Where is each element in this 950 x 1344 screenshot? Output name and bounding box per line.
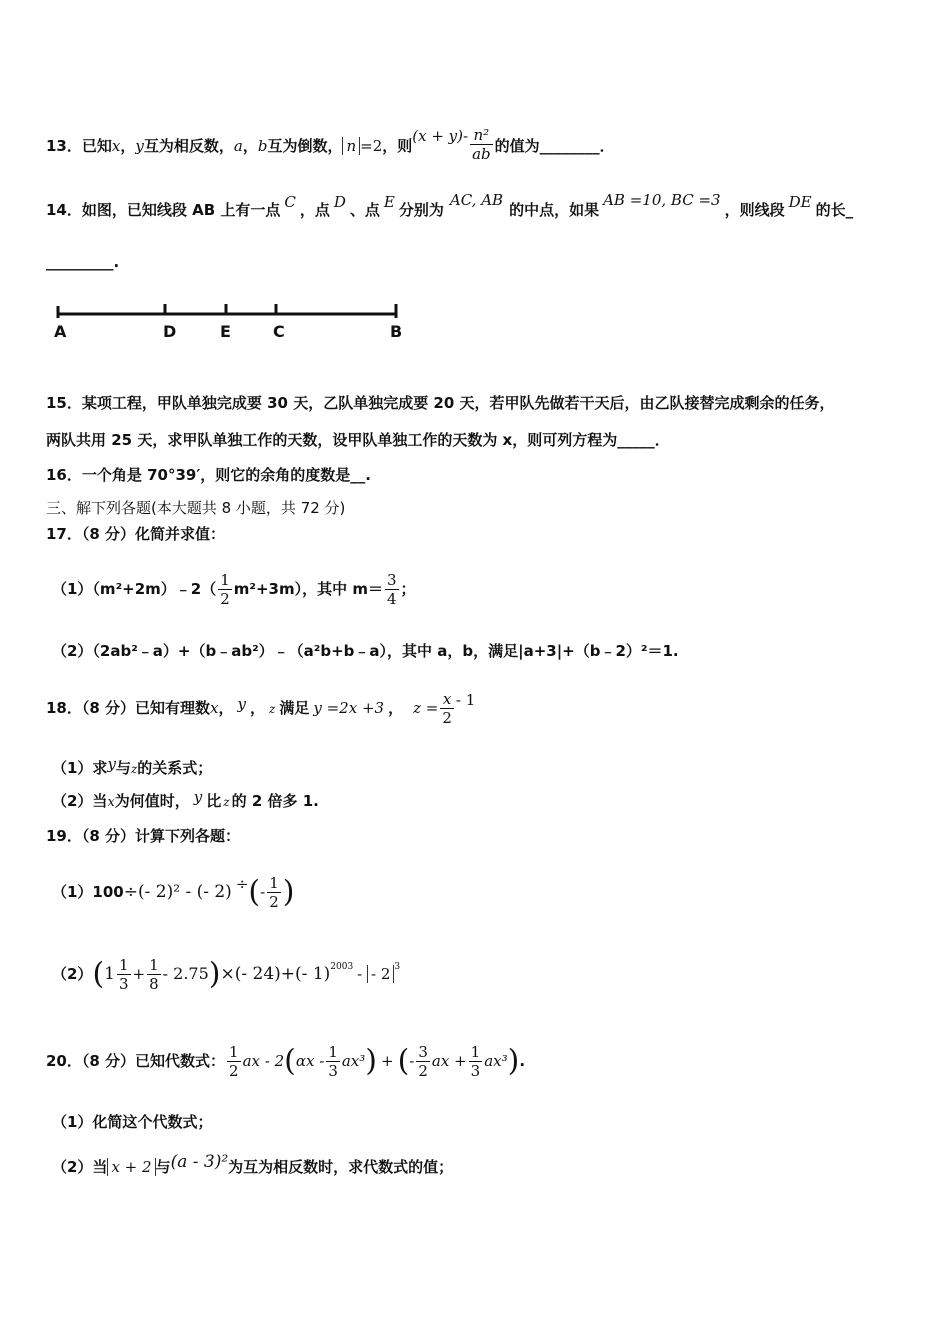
q13-frac-num: n²	[470, 126, 493, 145]
q18-eq2-left: z =	[413, 699, 439, 717]
q18-eq2-right: - 1	[455, 691, 476, 709]
q19-p1-rparen: )	[282, 874, 295, 910]
q18-heading: 18．（8 分）已知有理数	[46, 699, 211, 717]
q20-part1: （1）化简这个代数式；	[52, 1113, 213, 1131]
segment-diagram	[0, 300, 950, 340]
q14-text2: 、点	[349, 201, 380, 219]
q14-text6: 的长_	[815, 201, 854, 219]
q14-num: 14．如图，已知线段 AB 上有一点	[46, 201, 281, 219]
q17-p1-text-a: （1）（m²+2m）﹣2（	[52, 580, 217, 598]
q18-var-y: y	[237, 695, 247, 713]
q19-p2-rparen: )	[208, 956, 221, 992]
q18-p1-a: （1）求	[52, 759, 108, 777]
q20-lparen2: (	[397, 1043, 410, 1079]
q20-f1-den: 2	[229, 1062, 239, 1080]
q13-text4: 的值为________．	[494, 137, 615, 155]
q18-eq2-num: x	[440, 690, 454, 709]
q20-p2-b: 与	[155, 1158, 171, 1176]
q19-p2-f2-num: 1	[149, 956, 159, 974]
q19-p2-frac2	[147, 956, 161, 993]
q19-p2-c: ×(- 24)+(- 1)	[220, 964, 331, 984]
q19-p2-lparen: (	[92, 956, 105, 992]
q19-p2-abs: - 2	[367, 965, 394, 983]
q20-f1-num: 1	[229, 1043, 239, 1061]
q19-p1-frac-den: 2	[269, 893, 279, 911]
q14-text4: 的中点，如果	[509, 201, 600, 219]
q13-sep: ，	[120, 137, 136, 155]
q20-lparen1: (	[284, 1043, 296, 1079]
q14-continuation: _________.	[46, 253, 120, 271]
q20-f4-num: 1	[470, 1043, 481, 1061]
q18-p2-y: y	[193, 788, 203, 806]
q18-eq1: y =2x +3	[313, 699, 385, 717]
q14-text5: ，则线段	[724, 201, 785, 219]
q18-p1-z: z	[130, 762, 138, 776]
q13-text2: 互为倒数，	[267, 137, 343, 155]
q13-var-a: a	[233, 137, 243, 155]
q18-eq2-fraction	[440, 690, 454, 727]
q18-p2-c: 比	[206, 792, 222, 810]
question-13: 13．已知x，y互为相反数，a，b互为倒数， n =2，则(x + y)- $\frac{\text{n²}}{ab}$ 的值为________．	[46, 126, 615, 163]
q17-part1	[52, 571, 416, 608]
q20-frac1	[227, 1043, 241, 1080]
q13-text1: 互为相反数，	[143, 137, 234, 155]
question-16: 16．一个角是 70°39′，则它的余角的度数是__.	[46, 466, 371, 484]
q13-var-y: y	[135, 137, 144, 155]
q18-p2-b: 为何值时，	[114, 792, 190, 810]
q18-p1-c: 的关系式；	[137, 759, 213, 777]
q20-rparen2: )	[507, 1043, 520, 1079]
q17-p1-val-num: 3	[386, 571, 397, 589]
question-18: 18．（8 分）已知有理数x， y ， z 满足 y =2x +3 ， z = $\frac{x}{2}$ - 1	[46, 690, 476, 727]
q20-t5: -	[409, 1052, 415, 1070]
label-c: C	[273, 322, 285, 341]
q20-f3-den: 2	[418, 1062, 428, 1080]
q13-paren-expr: (x + y)-	[412, 127, 469, 145]
q17-p1-text-b: m²+3m），其中 m＝	[233, 580, 383, 598]
q19-p1-expr: ÷(- 2)² - (- 2)	[123, 882, 232, 902]
q19-p2-exp: 2003	[330, 962, 354, 972]
q18-p2-a: （2）当	[52, 792, 108, 810]
q17-heading: 17．（8 分）化简并求值：	[46, 525, 226, 543]
q18-p2-d: 的 2 倍多 1.	[231, 792, 319, 810]
q20-p2-a: （2）当	[52, 1158, 108, 1176]
q20-f4-den: 3	[470, 1062, 481, 1080]
q15-line2: 两队共用 25 天，求甲队单独工作的天数，设甲队单独工作的天数为 x，则可列方程为_____．	[46, 431, 670, 449]
label-d: D	[163, 322, 177, 341]
q20-frac4	[469, 1043, 483, 1080]
q18-part1	[52, 755, 213, 779]
q19-p2-plus: +	[132, 965, 146, 983]
q17-p1-text-c: ；	[400, 580, 416, 598]
q18-part2	[52, 788, 319, 813]
q19-p2-frac1	[117, 956, 131, 993]
q17-p1-fraction-half	[218, 571, 232, 608]
q19-p2-b: - 2.75	[162, 964, 209, 983]
q19-p1-lparen: (	[248, 874, 261, 910]
q19-p1-label: （1）100	[52, 883, 124, 901]
q20-p2-d: 为互为相反数时，求代数式的值；	[228, 1158, 454, 1176]
q19-part2	[52, 956, 400, 993]
q18-var-x: x	[210, 699, 219, 717]
q19-p2-exp2: 3	[394, 962, 401, 972]
q20-frac3	[416, 1043, 430, 1080]
q15-line1: 15．某项工程，甲队单独完成要 30 天，乙队单独完成要 20 天，若甲队先做若干天后，由乙队接替完成剩余的任务，	[46, 394, 835, 412]
q20-frac2	[326, 1043, 340, 1080]
q20-t4: +	[381, 1052, 394, 1070]
q17-p1-frac-den: 2	[220, 590, 230, 608]
q20-p2-c: (a - 3)²	[170, 1152, 229, 1172]
q18-eq2-den: 2	[442, 709, 452, 727]
q20-f3-num: 3	[418, 1043, 428, 1061]
q20-part2	[52, 1152, 454, 1177]
q13-var-b: b	[257, 137, 268, 155]
q19-p2-f1-num: 1	[118, 956, 129, 974]
q20-t3: ax³	[341, 1052, 366, 1070]
q18-p1-b: 与	[115, 759, 131, 777]
q14-de: DE	[788, 193, 812, 211]
q19-p2-a: 1	[104, 964, 115, 984]
q13-var-x: x	[111, 137, 121, 155]
q19-p1-neg: -	[260, 883, 266, 901]
q19-part1	[52, 874, 294, 911]
q20-f2-num: 1	[328, 1043, 338, 1061]
q14-point-c: C	[284, 193, 296, 211]
q19-p2-label: （2）	[52, 965, 93, 983]
q19-p1-div: ÷	[235, 875, 249, 893]
q14-point-e: E	[383, 193, 395, 211]
q18-p2-x: x	[107, 795, 115, 810]
q19-p1-fraction	[267, 874, 281, 911]
question-14	[46, 191, 854, 220]
q13-num: 13．已知	[46, 137, 112, 155]
q19-p2-f2-den: 8	[149, 975, 159, 993]
q14-text3: 分别为	[398, 201, 444, 219]
q14-segments: AC, AB	[449, 191, 504, 209]
q13-fraction	[470, 126, 493, 163]
q13-frac-den: ab	[472, 145, 491, 163]
q17-p1-frac-num: 1	[220, 571, 230, 589]
q20-t6: ax +	[431, 1052, 467, 1070]
q19-p2-d: -	[357, 965, 368, 983]
q14-point-d: D	[333, 193, 346, 211]
label-a: A	[54, 322, 67, 341]
q19-heading: 19．（8 分）计算下列各题：	[46, 827, 241, 845]
q17-part2: （2）（2ab²﹣a）+（b﹣ab²）﹣（a²b+b﹣a），其中 a，b，满足|a+3|+（b﹣2）²＝1.	[52, 642, 679, 660]
q20-t1: ax - 2	[242, 1052, 285, 1070]
q14-condition: AB =10, BC =3	[603, 191, 721, 209]
q13-abs-n: n	[342, 137, 360, 155]
q20-f2-den: 3	[328, 1062, 338, 1080]
q20-t2: αx -	[295, 1052, 325, 1070]
q18-p2-z: z	[223, 795, 230, 809]
q14-text1: ，点	[299, 201, 330, 219]
q20-p2-abs: x + 2	[107, 1158, 155, 1176]
q20-t8: .	[519, 1052, 526, 1070]
q20-heading: 20．（8 分）已知代数式：	[46, 1052, 226, 1070]
q20-rparen1: )	[365, 1043, 377, 1079]
q17-p1-val-den: 4	[386, 590, 397, 608]
q13-text3: ，则	[382, 137, 413, 155]
label-b: B	[390, 322, 403, 341]
q13-n-value: =2	[360, 137, 383, 155]
q17-p1-value-fraction	[385, 571, 399, 608]
q18-text1: 满足	[279, 699, 310, 717]
section-3-heading: 三、解下列各题(本大题共 8 小题，共 72 分)	[46, 499, 346, 517]
q18-p1-y: y	[107, 755, 116, 773]
q19-p1-frac-num: 1	[269, 874, 279, 892]
label-e: E	[220, 322, 231, 341]
question-20	[46, 1043, 525, 1080]
q19-p2-f1-den: 3	[118, 975, 129, 993]
q18-var-z: z	[269, 702, 276, 716]
q20-t7: ax³	[484, 1052, 508, 1070]
